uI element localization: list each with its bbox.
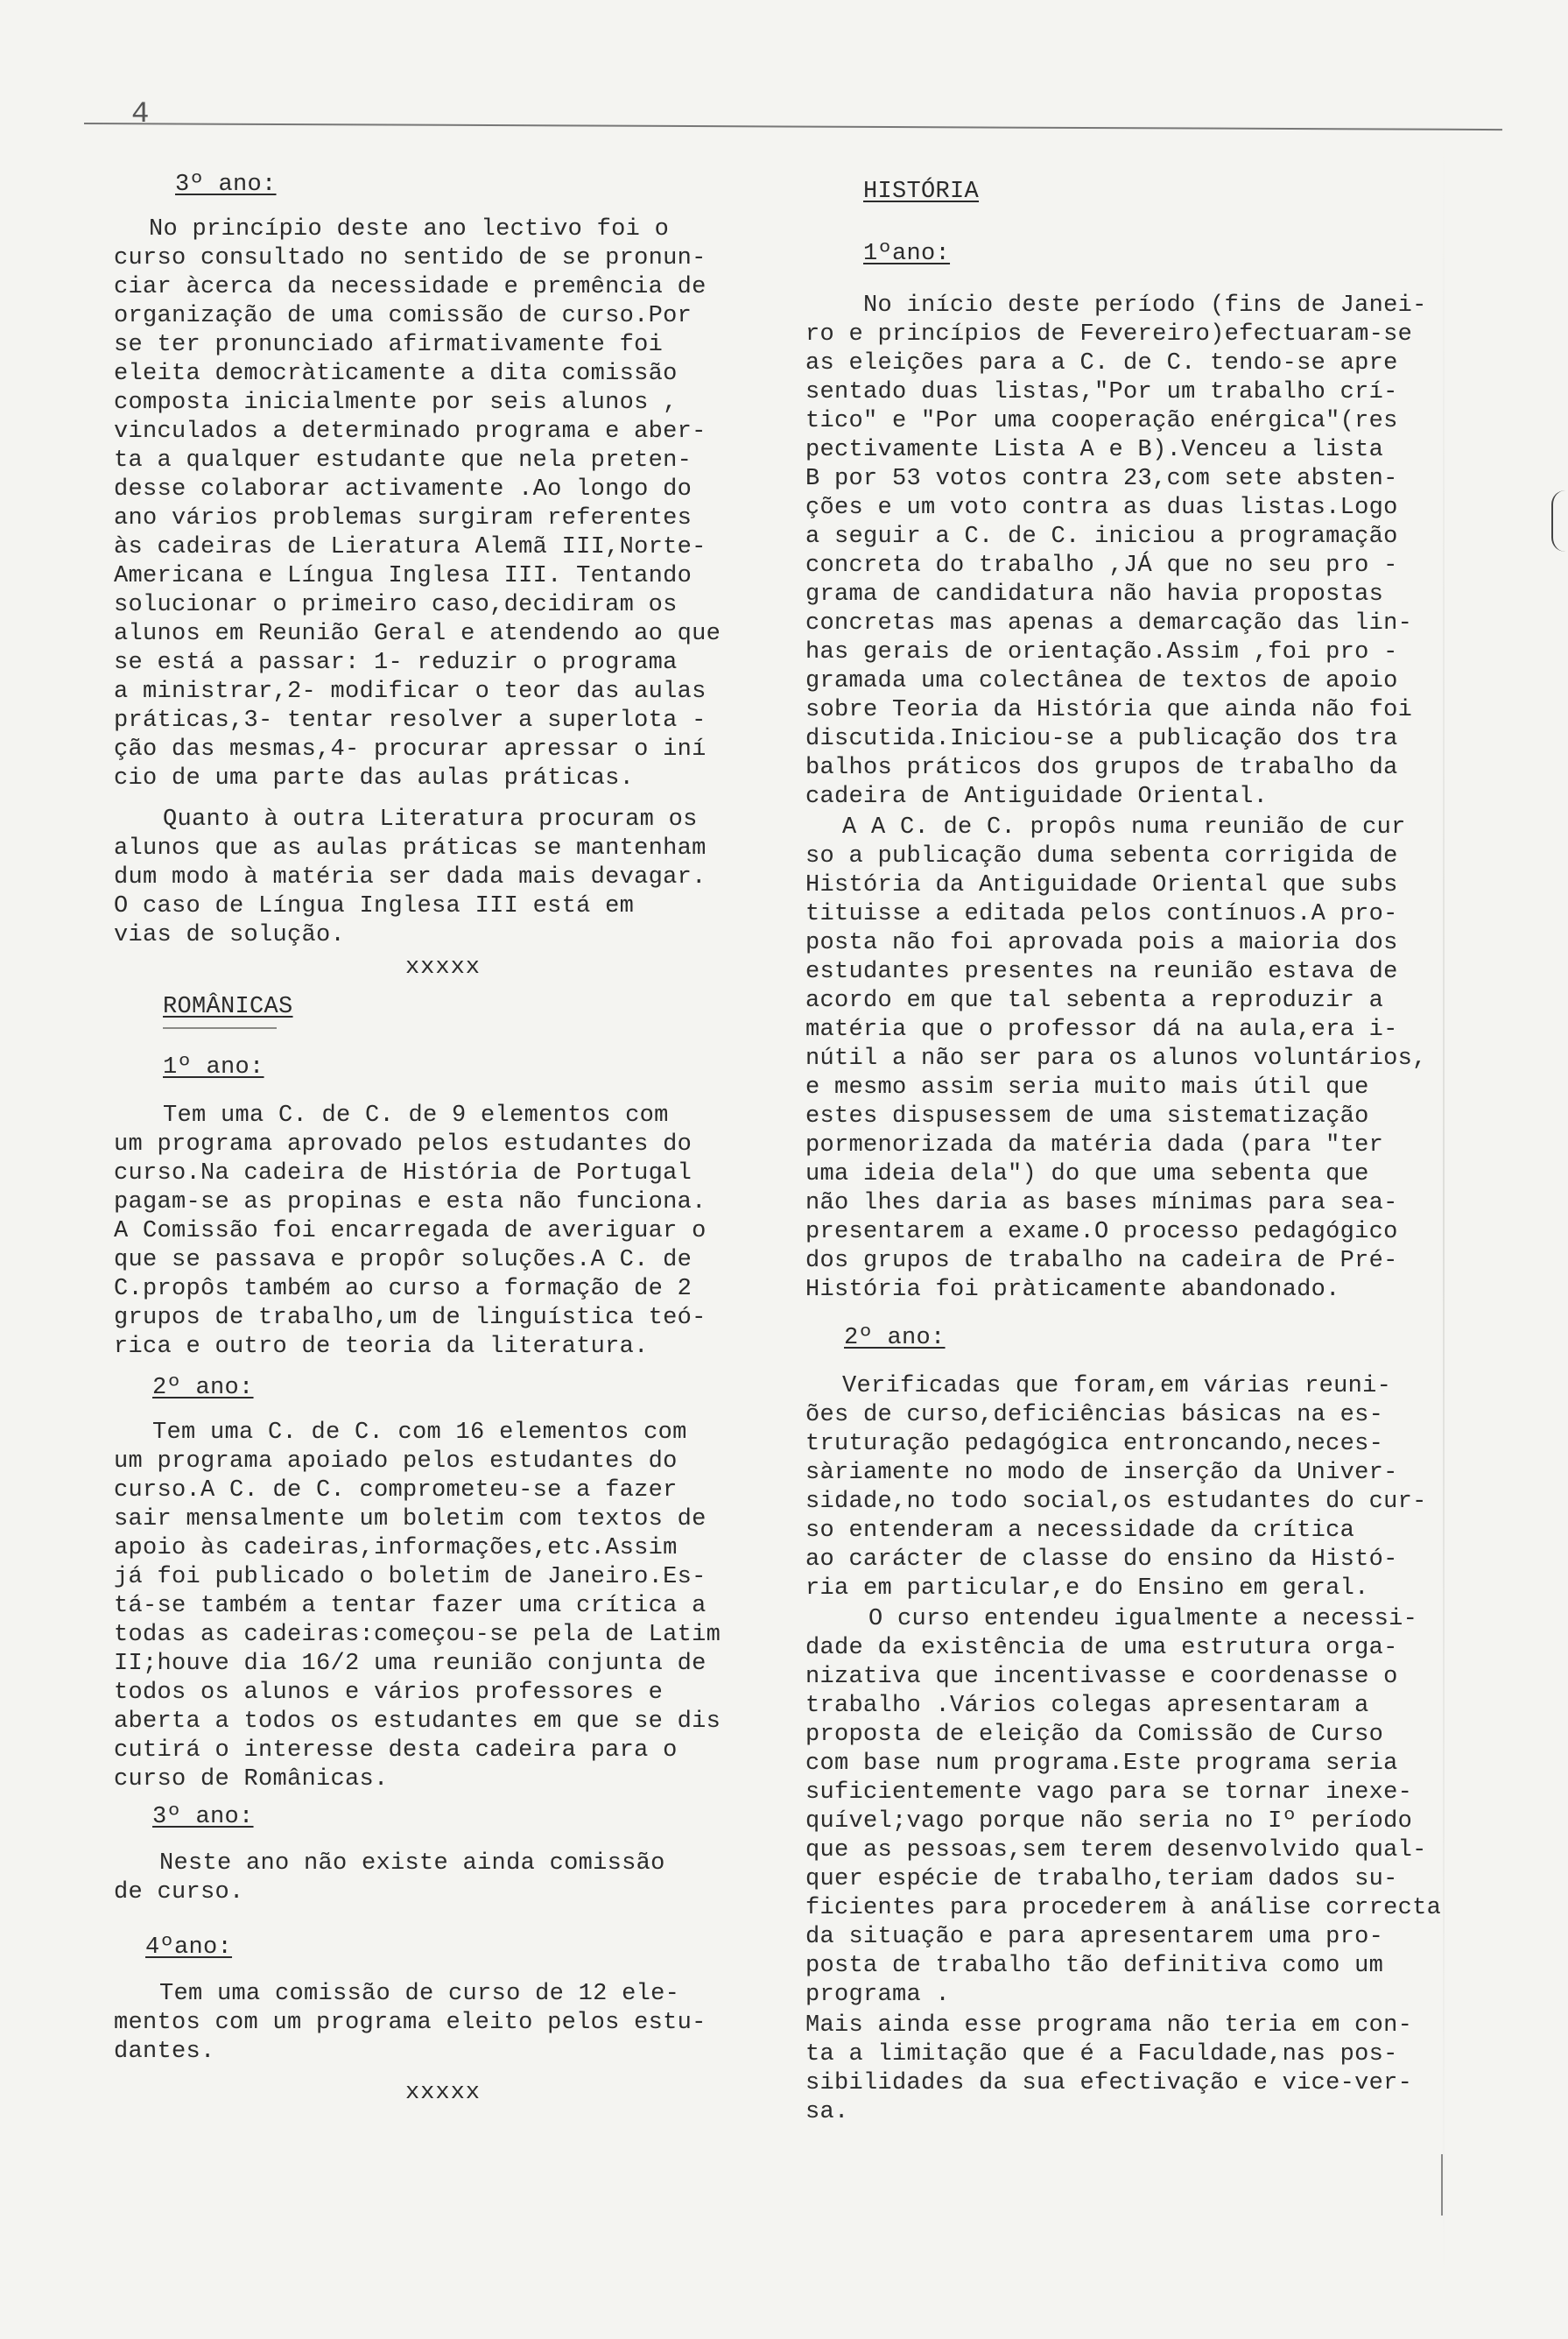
text-line: mentos com um programa eleito pelos estu- <box>114 2010 707 2036</box>
paragraph <box>805 814 1478 1305</box>
text-line: discutida.Iniciou-se a publicação dos tra <box>805 726 1398 752</box>
text-line: concreta do trabalho ,JÁ que no seu pro - <box>805 553 1398 579</box>
text-line: Mais ainda esse programa não teria em con- <box>805 2012 1413 2039</box>
text-line: sentado duas listas,"Por um trabalho crí- <box>805 379 1398 405</box>
text-line: sibilidades da sua efectivação e vice-ver- <box>805 2070 1413 2096</box>
text-line: Tem uma C. de C. de 9 elementos com <box>163 1103 669 1129</box>
text-line: cio de uma parte das aulas práticas. <box>114 765 635 792</box>
text-line: um programa apoiado pelos estudantes do <box>114 1448 678 1475</box>
section-heading <box>114 171 772 200</box>
paragraph <box>114 806 772 950</box>
text-line: presentarem a exame.O processo pedagógico <box>805 1219 1398 1245</box>
text-line: eleita democràticamente a dita comissão <box>114 361 678 387</box>
text-line: grupos de trabalho,um de linguística teó- <box>114 1305 707 1331</box>
text-line: desse colaborar activamente .Ao longo do <box>114 476 693 503</box>
text-line: práticas,3- tentar resolver a superlota - <box>114 708 707 734</box>
heading-3-ano: 3º ano: <box>175 172 277 198</box>
text-line: aberta a todos os estudantes em que se dis <box>114 1708 721 1735</box>
text-line: C.propôs também ao curso a formação de 2 <box>114 1276 693 1302</box>
text-line: que as pessoas,sem terem desenvolvido qual- <box>805 1837 1427 1863</box>
right-column <box>805 171 1478 2127</box>
paragraph <box>805 1372 1478 1603</box>
text-line: programa . <box>805 1982 951 2008</box>
text-line: truturação pedagógica entroncando,neces- <box>805 1431 1384 1457</box>
paragraph <box>805 1605 1478 2010</box>
text-line: curso de Românicas. <box>114 1766 389 1793</box>
header-rule <box>84 123 1502 130</box>
section-heading <box>114 993 772 1022</box>
text-line: História da Antiguidade Oriental que subs <box>805 872 1398 898</box>
text-line: ões de curso,deficiências básicas na es- <box>805 1402 1384 1428</box>
text-line: rica e outro de teoria da literatura. <box>114 1334 649 1360</box>
text-line: vinculados a determinado programa e aber- <box>114 419 707 445</box>
text-line: sa. <box>805 2099 849 2125</box>
text-line: um programa aprovado pelos estudantes do <box>114 1131 693 1158</box>
text-line: ano vários problemas surgiram referentes <box>114 505 693 532</box>
text-line: posta de trabalho tão definitiva como um <box>805 1953 1384 1979</box>
text-line: tituisse a editada pelos contínuos.A pro- <box>805 901 1398 927</box>
text-line: estudantes presentes na reunião estava de <box>805 959 1398 985</box>
text-line: matéria que o professor dá na aula,era i- <box>805 1017 1398 1043</box>
text-line: ciar àcerca da necessidade e premência de <box>114 274 707 300</box>
text-line: da situação e para apresentarem uma pro- <box>805 1924 1384 1950</box>
section-heading <box>114 1934 772 1962</box>
text-line: A Comissão foi encarregada de averiguar o <box>114 1218 707 1244</box>
text-line: solucionar o primeiro caso,decidiram os <box>114 592 678 618</box>
text-line: curso consultado no sentido de se pronun- <box>114 245 707 271</box>
text-line: No início deste período (fins de Janei- <box>863 292 1427 319</box>
text-line: tico" e "Por uma cooperação enérgica"(res <box>805 408 1398 434</box>
text-line: B por 53 votos contra 23,com sete absten- <box>805 466 1398 492</box>
text-line: e mesmo assim seria muito mais útil que <box>805 1074 1369 1101</box>
text-line: balhos práticos dos grupos de trabalho da <box>805 755 1398 781</box>
text-line: as eleições para a C. de C. tendo-se apre <box>805 350 1398 377</box>
text-line: já foi publicado o boletim de Janeiro.Es- <box>114 1564 707 1590</box>
text-line: dos grupos de trabalho na cadeira de Pré- <box>805 1248 1398 1274</box>
text-line: tá-se também a tentar fazer uma crítica a <box>114 1593 707 1619</box>
text-line: curso.A C. de C. comprometeu-se a fazer <box>114 1477 678 1504</box>
divider <box>163 1027 277 1029</box>
text-line: História foi pràticamente abandonado. <box>805 1277 1340 1303</box>
text-line: ção das mesmas,4- procurar apressar o iní <box>114 736 707 763</box>
text-line: grama de candidatura não havia propostas <box>805 581 1384 608</box>
text-line: que se passava e propôr soluções.A C. de <box>114 1247 693 1273</box>
text-line: acordo em que tal sebenta a reproduzir a <box>805 988 1384 1014</box>
separator: xxxxx <box>404 2080 481 2106</box>
text-line: gramada uma colectânea de textos de apoio <box>805 668 1398 694</box>
paragraph <box>114 215 772 793</box>
pencil-mark <box>1551 490 1565 552</box>
paragraph <box>805 292 1478 812</box>
section-heading <box>114 1053 772 1082</box>
text-line: pectivamente Lista A e B).Venceu a lista <box>805 437 1384 463</box>
text-line: curso.Na cadeira de História de Portugal <box>114 1160 693 1187</box>
text-line: todos os alunos e vários professores e <box>114 1680 664 1706</box>
heading-3-ano-romanicas: 3º ano: <box>152 1804 254 1830</box>
text-line: dantes. <box>114 2039 215 2065</box>
text-line: Verificadas que foram,em várias reuni- <box>842 1373 1392 1399</box>
section-heading <box>805 1324 1478 1353</box>
text-line: de curso. <box>114 1879 244 1906</box>
text-line: proposta de eleição da Comissão de Curso <box>805 1722 1384 1748</box>
text-line: às cadeiras de Lieratura Alemã III,Norte- <box>114 534 707 560</box>
page-number: 4 <box>131 98 150 131</box>
text-line: sobre Teoria da História que ainda não foi <box>805 697 1413 723</box>
text-line: vias de solução. <box>114 922 346 948</box>
text-line: Quanto à outra Literatura procuram os <box>163 807 698 833</box>
text-line: ro e princípios de Fevereiro)efectuaram-se <box>805 321 1413 348</box>
heading-historia: HISTÓRIA <box>863 179 980 205</box>
text-line: sàriamente no modo de inserção da Univer- <box>805 1460 1398 1486</box>
paragraph <box>114 1419 772 1794</box>
section-heading <box>114 1374 772 1403</box>
text-line: alunos em Reunião Geral e atendendo ao que <box>114 621 721 647</box>
section-heading <box>805 178 1478 207</box>
heading-4-ano: 4ºano: <box>145 1934 233 1961</box>
separator: xxxxx <box>404 955 481 981</box>
text-line: a seguir a C. de C. iniciou a programação <box>805 524 1398 550</box>
text-line: cadeira de Antiguidade Oriental. <box>805 784 1269 810</box>
text-line: todas as cadeiras:começou-se pela de Latim <box>114 1622 721 1648</box>
left-column <box>114 171 772 2110</box>
text-line: Tem uma C. de C. com 16 elementos com <box>152 1420 687 1446</box>
section-heading <box>114 1803 772 1832</box>
text-line: sair mensalmente um boletim com textos de <box>114 1506 707 1532</box>
text-line: dum modo à matéria ser dada mais devagar. <box>114 864 707 891</box>
text-line: suficientemente vago para se tornar inexe- <box>805 1779 1413 1806</box>
text-line: ta a limitação que é a Faculdade,nas pos- <box>805 2041 1398 2068</box>
text-line: não lhes daria as bases mínimas para sea- <box>805 1190 1398 1216</box>
section-heading <box>805 240 1478 269</box>
text-line: trabalho .Vários colegas apresentaram a <box>805 1693 1369 1719</box>
text-line: A A C. de C. propôs numa reunião de cur <box>842 814 1406 841</box>
text-line: has gerais de orientação.Assim ,foi pro - <box>805 639 1398 666</box>
text-line: quer espécie de trabalho,teriam dados su- <box>805 1866 1398 1892</box>
text-line: dade da existência de uma estrutura orga- <box>805 1635 1398 1661</box>
heading-1-ano: 1º ano: <box>163 1054 264 1081</box>
text-line: alunos que as aulas práticas se mantenham <box>114 835 707 862</box>
paragraph <box>114 1980 772 2067</box>
text-line: so a publicação duma sebenta corrigida de <box>805 843 1398 870</box>
text-line: pagam-se as propinas e esta não funciona. <box>114 1189 707 1215</box>
text-line: ficientes para procederem à análise correcta <box>805 1895 1442 1921</box>
text-line: Tem uma comissão de curso de 12 ele- <box>159 1981 680 2007</box>
text-line: se está a passar: 1- reduzir o programa <box>114 650 678 676</box>
text-line: O caso de Língua Inglesa III está em <box>114 893 635 919</box>
text-line: apoio às cadeiras,informações,etc.Assim <box>114 1535 678 1561</box>
text-line: com base num programa.Este programa seria <box>805 1751 1398 1777</box>
text-line: so entenderam a necessidade da crítica <box>805 1518 1355 1544</box>
text-line: sidade,no todo social,os estudantes do cur- <box>805 1489 1427 1515</box>
text-line: nizativa que incentivasse e coordenasse o <box>805 1664 1398 1690</box>
text-line: II;houve dia 16/2 uma reunião conjunta de <box>114 1651 707 1677</box>
text-line: ta a qualquer estudante que nela preten- <box>114 447 693 474</box>
text-line: a ministrar,2- modificar o teor das aulas <box>114 679 707 705</box>
paragraph <box>805 2011 1478 2127</box>
text-line: pormenorizada da matéria dada (para "ter <box>805 1132 1384 1159</box>
text-line: posta não foi aprovada pois a maioria dos <box>805 930 1398 956</box>
text-line: composta inicialmente por seis alunos , <box>114 390 678 416</box>
margin-mark <box>1441 2154 1443 2216</box>
text-line: No princípio deste ano lectivo foi o <box>149 216 670 243</box>
text-line: uma ideia dela") do que uma sebenta que <box>805 1161 1369 1187</box>
text-line: organização de uma comissão de curso.Por <box>114 303 693 329</box>
text-line: ao carácter de classe do ensino da Histó- <box>805 1546 1398 1573</box>
paragraph <box>114 1102 772 1362</box>
heading-romanicas: ROMÂNICAS <box>163 994 293 1020</box>
text-line: se ter pronunciado afirmativamente foi <box>114 332 664 358</box>
text-line: estes dispusessem de uma sistematização <box>805 1103 1369 1130</box>
heading-2-ano: 2º ano: <box>152 1375 254 1401</box>
text-line: O curso entendeu igualmente a necessi- <box>868 1606 1418 1632</box>
paragraph <box>114 1849 772 1907</box>
text-line: Americana e Língua Inglesa III. Tentando <box>114 563 693 589</box>
text-line: concretas mas apenas a demarcação das lin- <box>805 610 1413 637</box>
text-line: ria em particular,e do Ensino em geral. <box>805 1575 1369 1602</box>
heading-2-ano-historia: 2º ano: <box>844 1325 946 1351</box>
text-line: quível;vago porque não seria no Iº período <box>805 1808 1413 1835</box>
text-line: cutirá o interesse desta cadeira para o <box>114 1737 678 1764</box>
heading-1-ano-historia: 1ºano: <box>863 241 951 267</box>
text-line: nútil a não ser para os alunos voluntários, <box>805 1046 1427 1072</box>
text-line: ções e um voto contra as duas listas.Logo <box>805 495 1398 521</box>
text-line: Neste ano não existe ainda comissão <box>159 1850 665 1877</box>
